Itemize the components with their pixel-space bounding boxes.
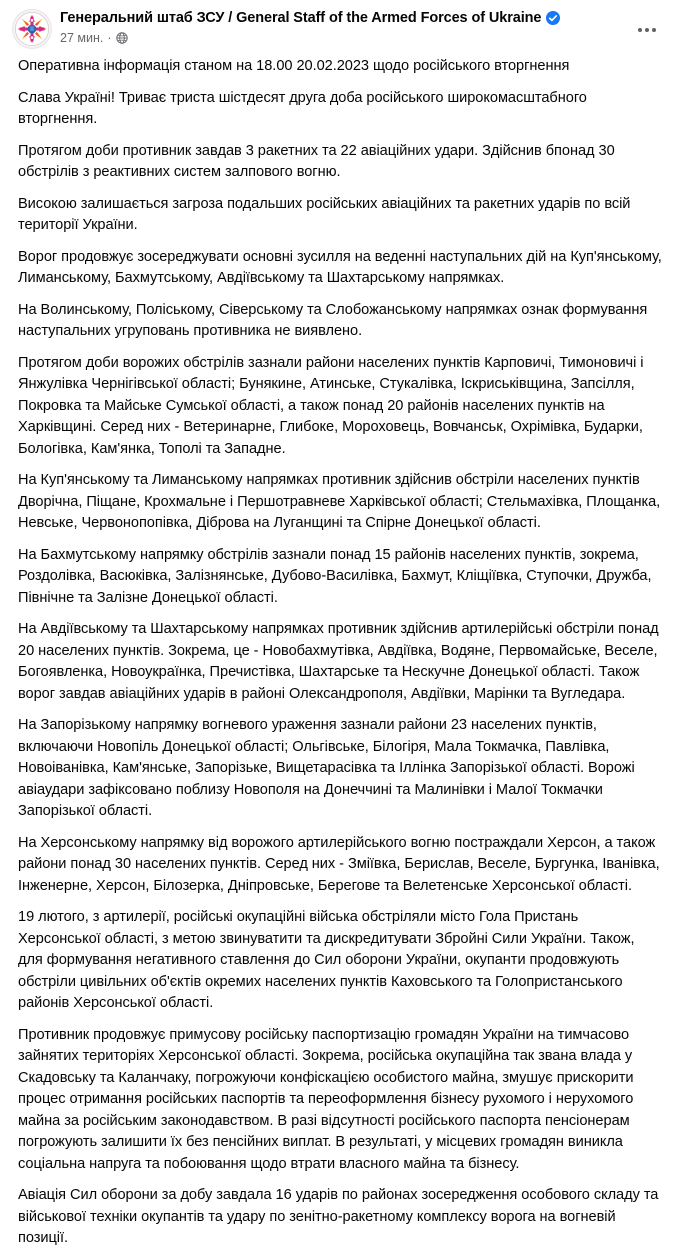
ellipsis-dot	[645, 28, 649, 32]
page-name[interactable]: Генеральний штаб ЗСУ / General Staff of the Armed Forces of Ukraine	[60, 10, 542, 26]
author-row	[60, 9, 665, 27]
post-paragraph: 19 лютого, з артилерії, російські окупаційні війська обстріляли місто Гола Пристань Херсонської області, з метою звинуватити та дискредитувати Збройні Сили України. Також, для формування негативного ставлення до Сил оборони України, окупанти продовжують обстріли цивільних об'єктів окремих населених пунктів Каховського та Голопристанського районів Херсонської області.	[18, 909, 635, 1011]
ellipsis-dot	[638, 28, 642, 32]
post-header-texts	[60, 8, 665, 46]
post-more-options-button[interactable]	[631, 14, 663, 46]
post-paragraph: Противник продовжує примусову російську паспортизацію громадян України на тимчасово зайнятих територіях Херсонської області. Зокрема, російська окупаційна так звана влада у Скадовську та Каланчаку, погрожуючи конфіскацією особистого майна, змушує прискорити процес отримання російських паспортів та переоформлення бізнесу рухомого і нерухомого майна за російським законодавством. В разі відсутності російського паспорта пенсіонерам погрожують залишити їх без пенсійних виплат. В результаті, у місцевих громадян виникла соціальна напруга та побоювання щодо втрати власного майна та бізнесу.	[18, 1026, 634, 1172]
post-paragraph: На Херсонському напрямку від ворожого артилерійського вогню постраждали Херсон, а також райони понад 30 населених пунктів. Серед них - Зміївка, Берислав, Веселе, Бургунка, Іванівка, Інженерне, Херсон, Білозерка, Дніпровське, Берегове та Велетенське Херсонської області.	[18, 834, 660, 894]
post-paragraph: Авіація Сил оборони за добу завдала 16 ударів по районах зосередження особового складу та військової техніки окупантів та удару по зенітно-ракетному комплексу ворога на вогневій позиції.	[18, 1187, 659, 1246]
ellipsis-dot	[652, 28, 656, 32]
post-timestamp[interactable]: 27 мин.	[60, 31, 104, 45]
post-paragraph: На Запорізькому напрямку вогневого ураження зазнали райони 23 населених пунктів, включаючи Новопіль Донецької області; Ольгівське, Білогіря, Мала Токмачка, Павлівка, Новоіванівка, Кам'янське, Запорізьке, Вищетарасівка та Іллінка Запорізької області. Ворожі авіаудари зафіксовано поблизу Новополя на Донеччині та Малинівки і Малої Токмачки Запорізької області.	[18, 717, 635, 819]
post-paragraph: Протягом доби противник завдав 3 ракетних та 22 авіаційних удари. Здійснив бпонад 30 обстрілів з реактивних систем залпового вогню.	[18, 142, 615, 180]
meta-separator: ·	[107, 31, 112, 45]
post-paragraph: Протягом доби ворожих обстрілів зазнали райони населених пунктів Карповичі, Тимоновичі і Янжулівка Чернігівської області; Бунякине, Атинське, Стукалівка, Іскриськівщина, Запсілля, Покровка та Майське Сумської області, а також понад 20 районів населених пунктів на Харківщині. Серед них - Ветеринарне, Глибоке, Мороховець, Вовчанськ, Охрімівка, Бударки, Бологівка, Кам'янка, Тополі та Западне.	[18, 354, 644, 457]
post-paragraph: Ворог продовжує зосереджувати основні зусилля на веденні наступальних дій на Куп'янському, Лиманському, Бахмутському, Авдіївському та Шахтарському напрямках.	[18, 248, 662, 286]
post-paragraph: Високою залишається загроза подальших російських авіаційних та ракетних ударів по всій території України.	[18, 195, 631, 233]
post-meta	[60, 30, 665, 46]
post-paragraph: Оперативна інформація станом на 18.00 20.02.2023 щодо російського вторгнення	[18, 58, 570, 74]
verified-badge-icon	[546, 11, 560, 25]
post-header	[0, 0, 679, 56]
post-paragraph: На Волинському, Поліському, Сіверському та Слобожанському напрямках ознак формування наступальних угруповань противника не виявлено.	[18, 301, 648, 339]
post-paragraph: На Куп'янському та Лиманському напрямках противник здійснив обстріли населених пунктів Дворічна, Піщане, Крохмальне і Першотравневе Харківської області; Стельмахівка, Площанка, Невське, Червонопопівка, Діброва на Луганщині та Спірне Донецької області.	[18, 472, 661, 531]
post-paragraph: Слава Україні! Триває триста шістдесят друга доба російського широкомасштабного вторгнення.	[18, 89, 587, 127]
general-staff-emblem-avatar[interactable]	[12, 9, 52, 49]
post-body	[0, 56, 679, 1250]
globe-icon[interactable]	[116, 32, 128, 44]
post-paragraph: На Бахмутському напрямку обстрілів зазнали понад 15 районів населених пунктів, зокрема, Роздолівка, Васюківка, Залізнянське, Дубово-Василівка, Бахмут, Кліщіївка, Ступочки, Дружба, Північне та Залізне Донецької області.	[18, 546, 652, 606]
post-paragraph: На Авдіївському та Шахтарському напрямках противник здійснив артилерійські обстріли понад 20 населених пунктів. Зокрема, це - Новобахмутівка, Авдіївка, Водяне, Первомайське, Веселе, Богоявленка, Новоукраїнка, Пречистівка, Шахтарське та Нескучне Донецької області. Також ворог завдав авіаційних ударів в районі Олександрополя, Авдіївки, Марінки та Вугледара.	[18, 621, 659, 702]
